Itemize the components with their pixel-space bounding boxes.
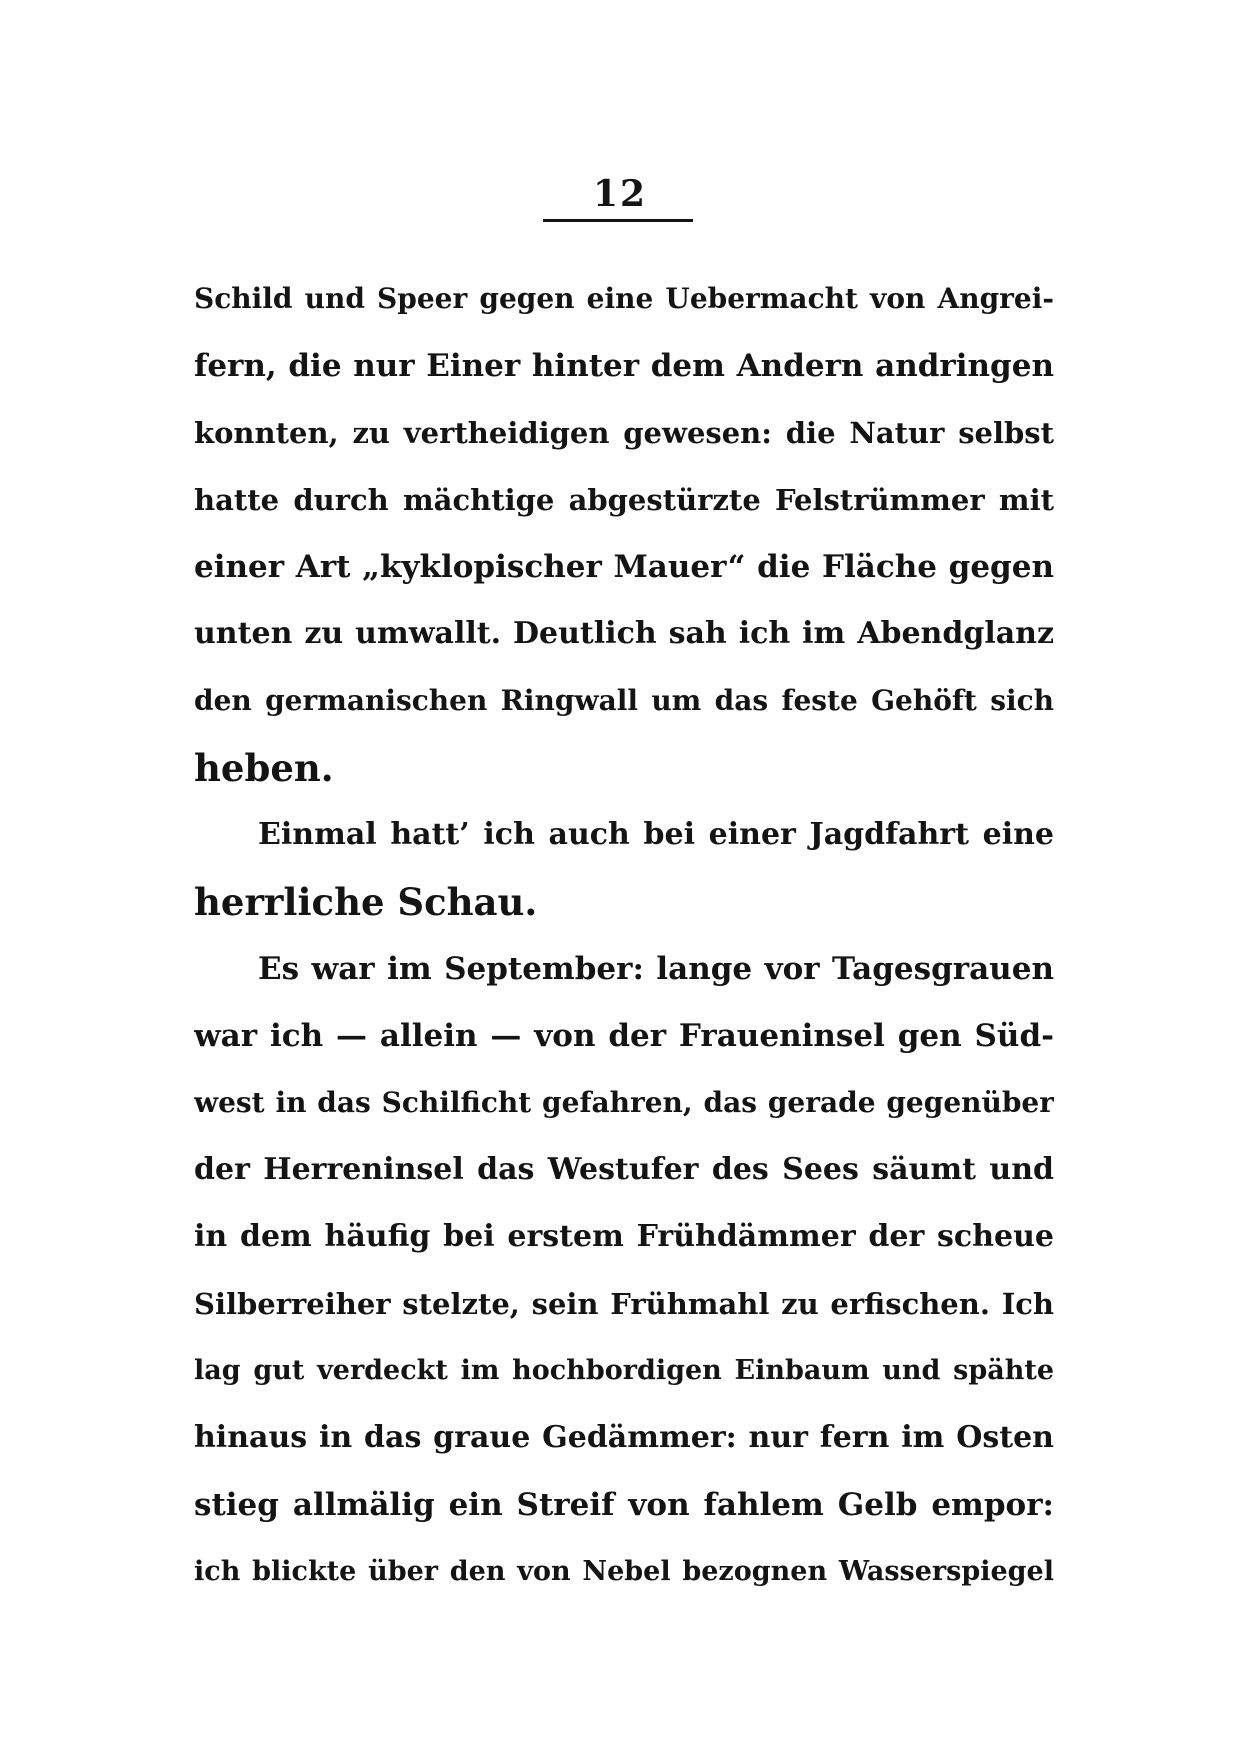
- text-line: einer Art „kyklopischer Mauer“ die Fläche gegen: [194, 549, 1054, 585]
- text-line: der Herreninsel das Westufer des Sees säumt und: [194, 1152, 1054, 1187]
- text-line: den germanischen Ringwall um das feste Gehöft sich: [194, 684, 1054, 717]
- text-line: Es war im September: lange vor Tagesgrauen: [258, 951, 1054, 987]
- body-text: [194, 272, 1054, 1612]
- text-line: hinaus in das graue Gedämmer: nur fern im Osten: [194, 1420, 1054, 1455]
- text-line: lag gut verdeckt im hochbordigen Einbaum und spähte: [194, 1355, 1054, 1386]
- text-line: Schild und Speer gegen eine Uebermacht von Angrei-: [194, 282, 1054, 315]
- text-line: west in das Schilficht gefahren, das gerade gegenüber: [194, 1086, 1054, 1119]
- text-line: in dem häufig bei erstem Frühdämmer der scheue: [194, 1219, 1054, 1254]
- text-line: ich blickte über den von Nebel bezognen Wasserspiegel: [194, 1556, 1054, 1587]
- text-line: konnten, zu vertheidigen gewesen: die Natur selbst: [194, 416, 1054, 450]
- text-line: stieg allmälig ein Streif von fahlem Gelb empor:: [194, 1487, 1054, 1523]
- text-line: fern, die nur Einer hinter dem Andern andringen: [194, 348, 1054, 384]
- text-line: Einmal hatt’ ich auch bei einer Jagdfahrt eine: [258, 817, 1054, 852]
- text-line: Silberreiher stelzte, sein Frühmahl zu erfischen. Ich: [194, 1287, 1054, 1321]
- text-line: herrliche Schau.: [194, 880, 538, 924]
- page-number-rule: [543, 219, 693, 222]
- page-number: 12: [592, 173, 648, 215]
- text-line: hatte durch mächtige abgestürzte Felstrümmer mit: [194, 483, 1054, 517]
- text-line: heben.: [194, 746, 334, 790]
- text-line: war ich — allein — von der Fraueninsel gen Süd-: [194, 1018, 1054, 1054]
- text-line: unten zu umwallt. Deutlich sah ich im Abendglanz: [194, 616, 1054, 651]
